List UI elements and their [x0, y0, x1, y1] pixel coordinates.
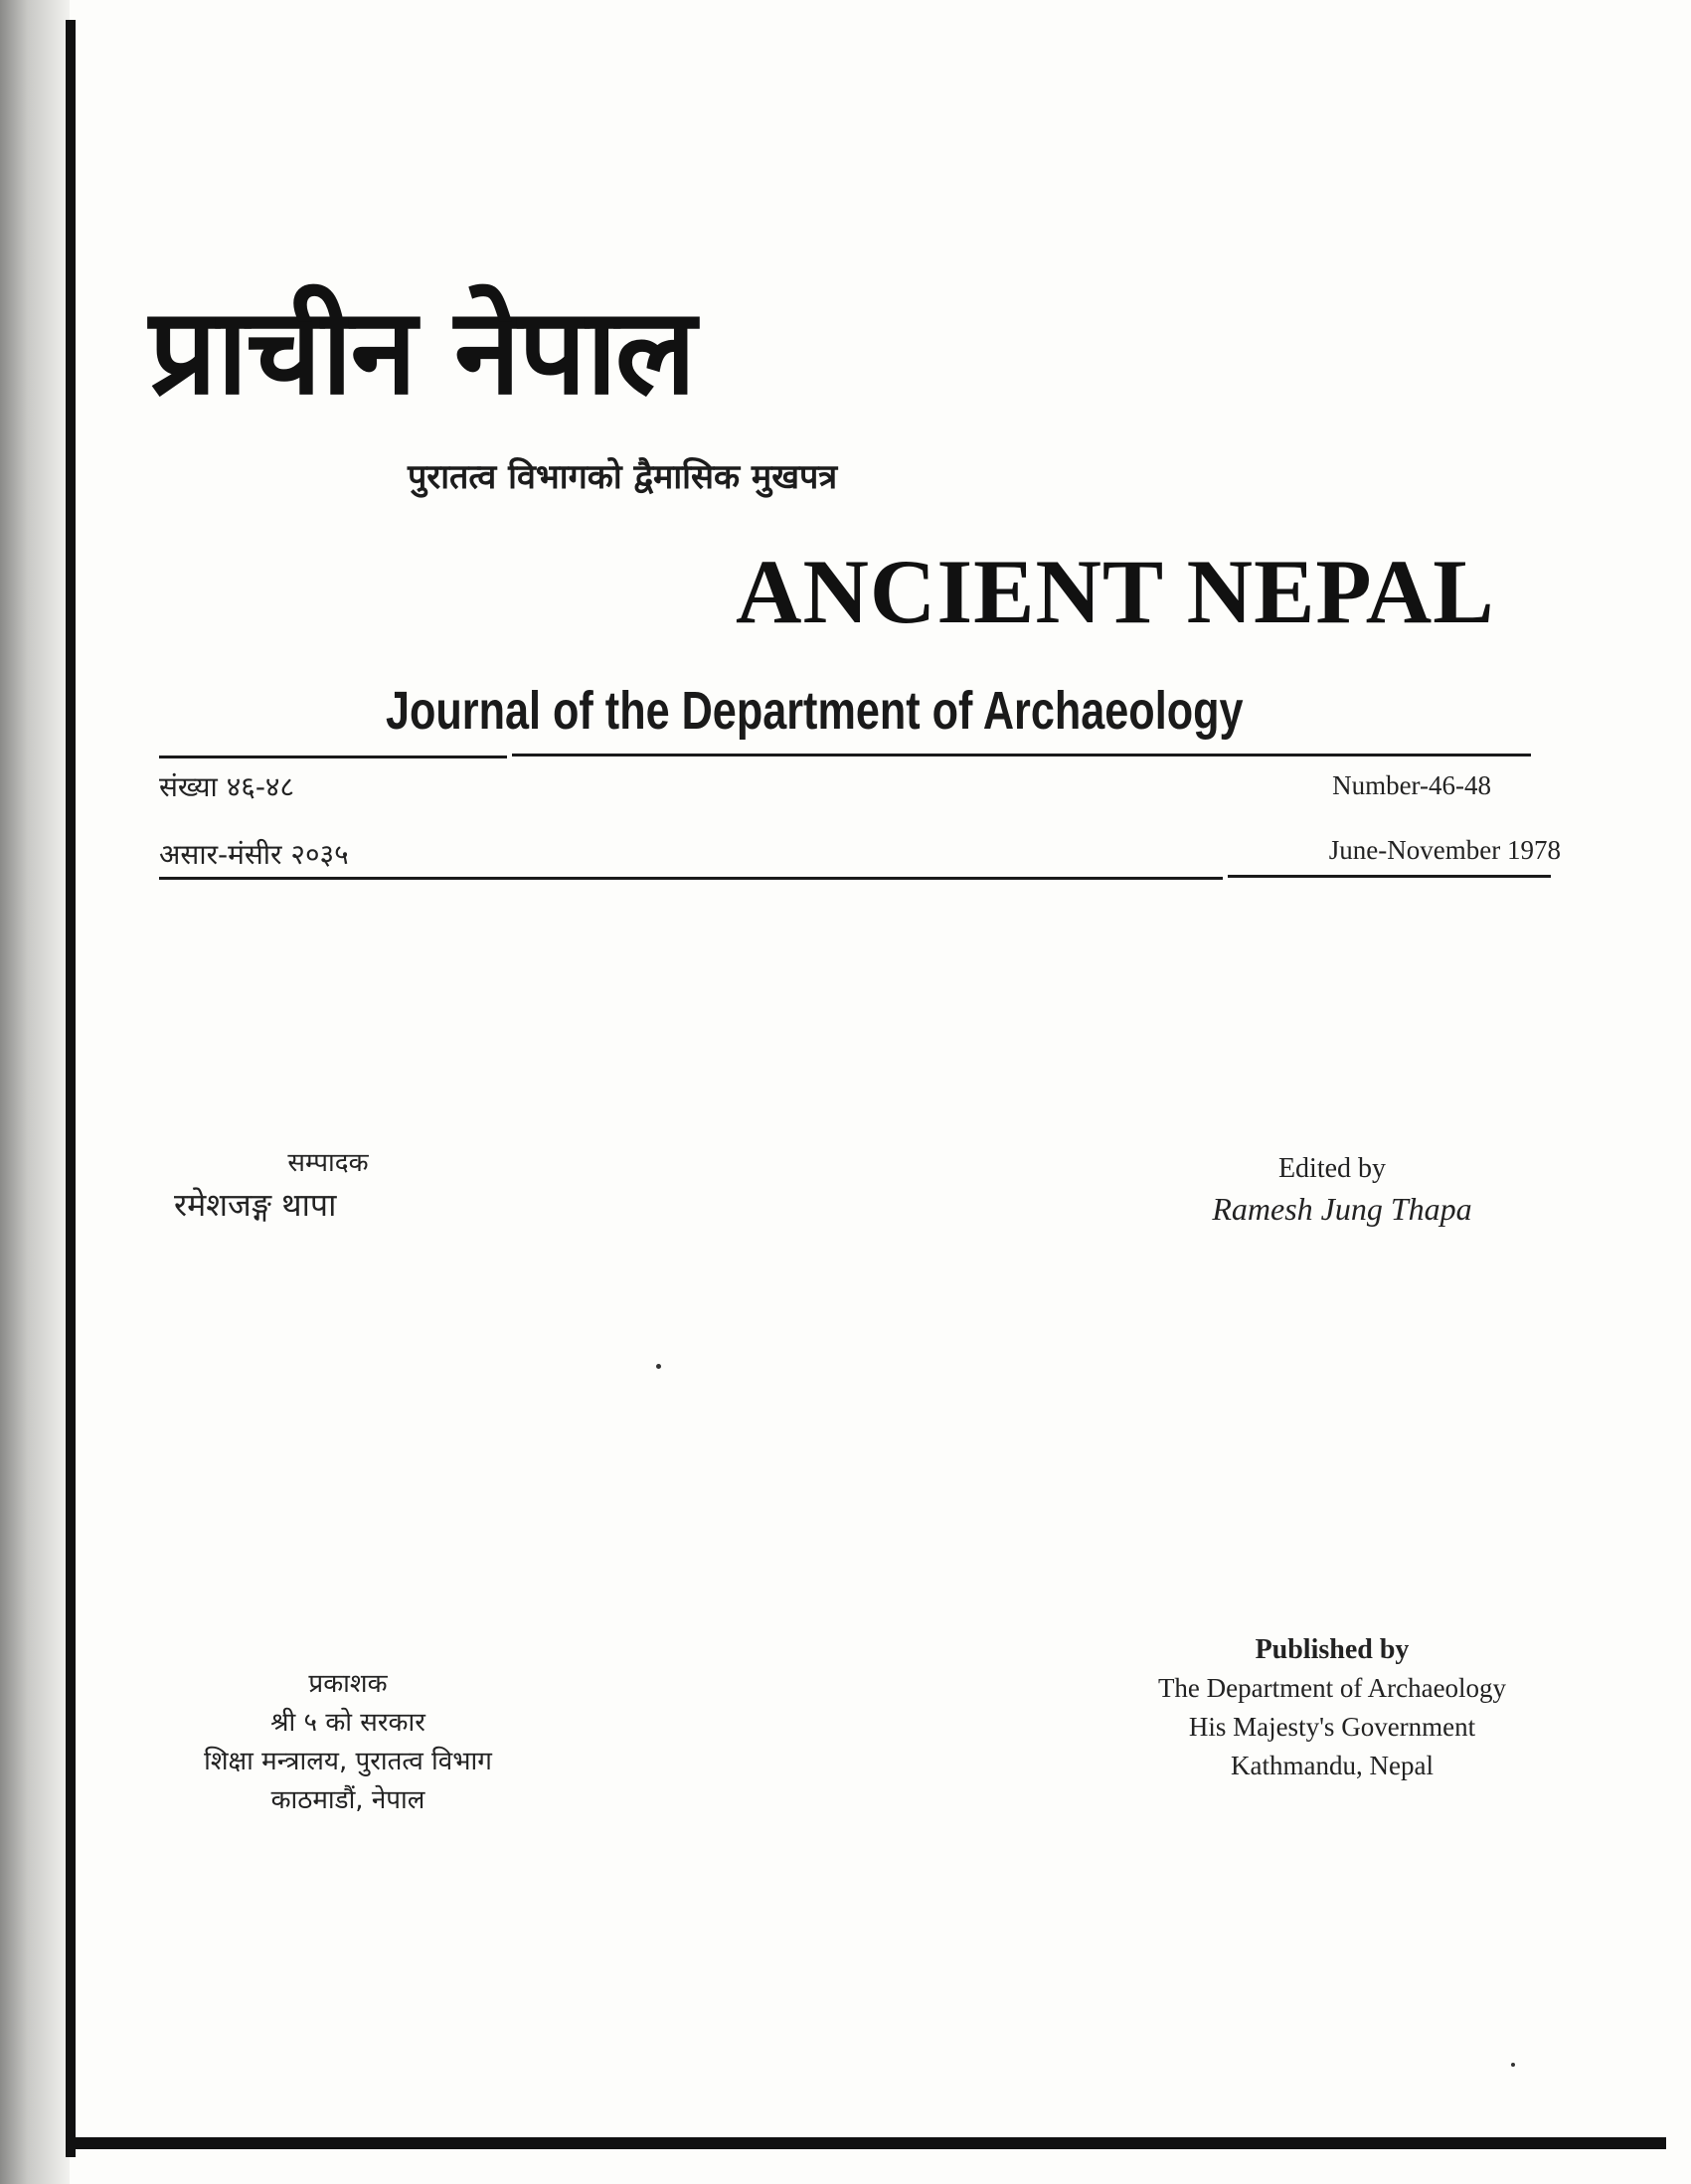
scan-speck — [656, 1364, 661, 1369]
masthead-hindi: प्राचीन नेपाल — [149, 283, 695, 421]
editor-label-hindi: सम्पादक — [287, 1148, 369, 1178]
issue-date-english: June-November 1978 — [1328, 835, 1561, 865]
masthead-subtitle-hindi: पुरातत्व विभागको द्वैमासिक मुखपत्र — [408, 457, 838, 497]
publisher-line3-english: Kathmandu, Nepal — [1231, 1751, 1434, 1780]
editor-label-english: Edited by — [1277, 1153, 1387, 1184]
issue-number-hindi: संख्या ४६-४८ — [159, 770, 295, 803]
rule-top-left — [159, 756, 507, 758]
publisher-block-hindi — [149, 1665, 547, 1820]
publisher-label-hindi: प्रकाशक — [308, 1669, 388, 1699]
publisher-line2-english: His Majesty's Government — [1188, 1712, 1476, 1742]
editor-name-hindi: रमेशजङ्ग थापा — [174, 1186, 337, 1224]
publisher-line3-hindi: काठमाडौं, नेपाल — [270, 1785, 425, 1815]
masthead-english: ANCIENT NEPAL — [736, 541, 1495, 642]
scan-speck — [1511, 2063, 1515, 2067]
scan-edge-shadow — [0, 0, 70, 2184]
bottom-border-rule — [66, 2137, 1666, 2149]
rule-bottom-left — [159, 877, 1223, 880]
publisher-block-english — [1074, 1630, 1591, 1785]
left-border-rule — [66, 20, 76, 2157]
editor-name-english: Ramesh Jung Thapa — [1212, 1191, 1472, 1227]
issue-date-hindi: असार-मंसीर २०३५ — [159, 838, 349, 871]
rule-bottom-right — [1228, 875, 1551, 878]
publisher-line1-english: The Department of Archaeology — [1157, 1673, 1507, 1703]
masthead-subtitle-english: Journal of the Department of Archaeology — [386, 681, 1244, 741]
publisher-line2-hindi: शिक्षा मन्त्रालय, पुरातत्व विभाग — [204, 1747, 492, 1776]
publisher-label-english: Published by — [1255, 1634, 1410, 1665]
publisher-line1-hindi: श्री ५ को सरकार — [270, 1708, 425, 1738]
rule-top-right — [512, 754, 1531, 756]
issue-number-english: Number-46-48 — [1332, 770, 1491, 800]
